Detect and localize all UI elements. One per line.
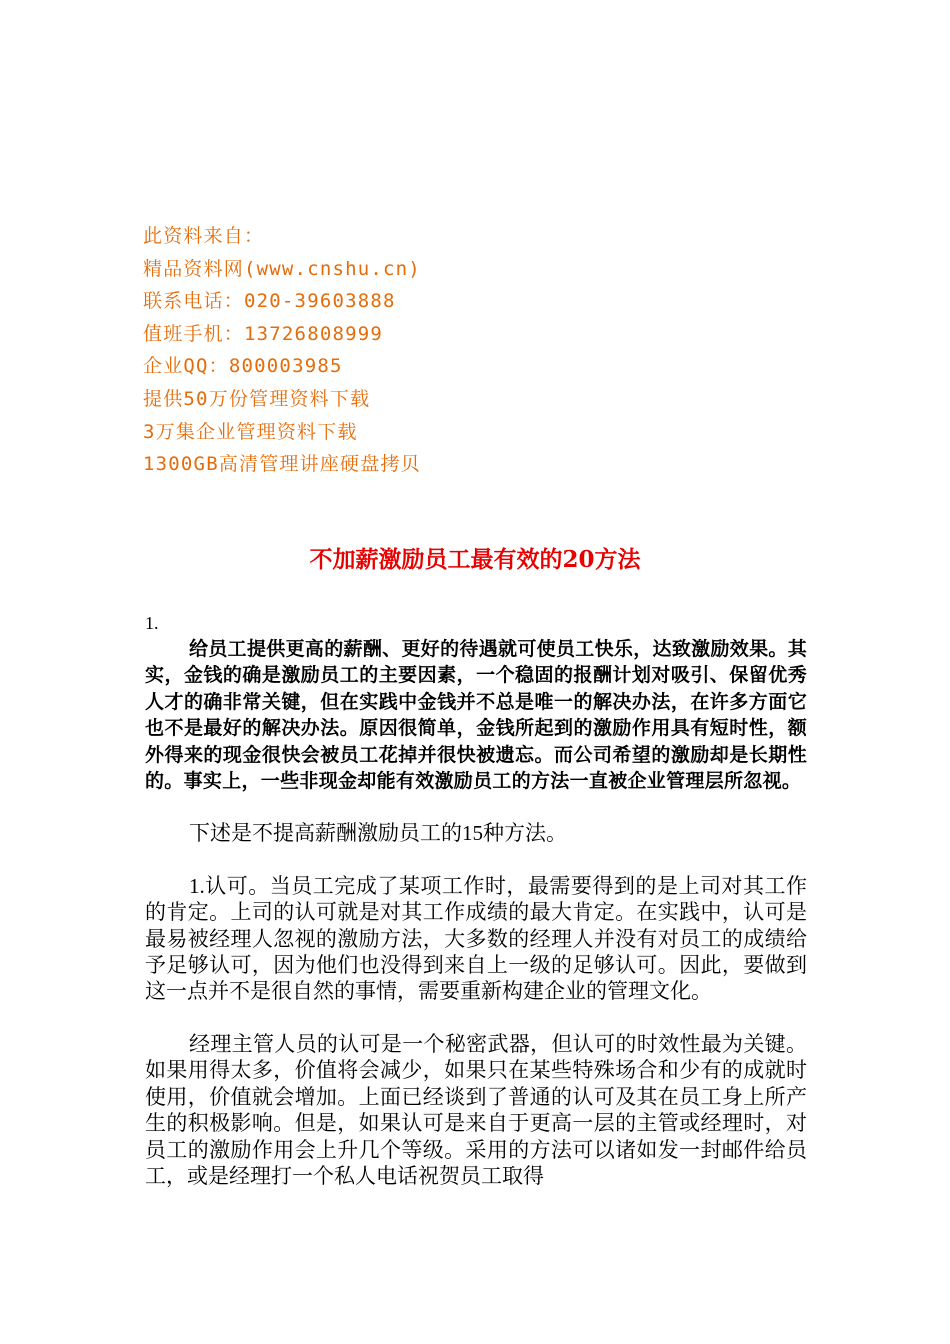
method-recognition-paragraph: 1.认可。当员工完成了某项工作时，最需要得到的是上司对其工作的肯定。上司的认可就是对其工作成绩的最大肯定。在实践中，认可是最易被经理人忽视的激励方法，大多数的经理人并没有对员工的成绩给予足够认可，因为他们也没得到来自上一级的足够认可。因此，要做到这一点并不是很自然的事情，需要重新构建企业的管理文化。 [145,873,807,1004]
methods-intro-paragraph: 下述是不提高薪酬激励员工的15种方法。 [189,821,567,846]
source-info-line: 此资料来自： [143,225,265,247]
recognition-detail-paragraph: 经理主管人员的认可是一个秘密武器，但认可的时效性最为关键。如果用得太多，价值将会减少，如果只在某些特殊场合和少有的成就时使用，价值就会增加。上面已经谈到了普通的认可及其在员工身上所产生的积极影响。但是，如果认可是来自于更高一层的主管或经理时，对员工的激励作用会上升几个等级。采用的方法可以诸如发一封邮件给员工，或是经理打一个私人电话祝贺员工取得 [145,1031,807,1188]
document-body [145,610,807,1189]
source-info-line: 提供50万份管理资料下载 [143,387,371,410]
document-title: 不加薪激励员工最有效的20方法 [309,546,641,573]
source-info-block [143,220,603,481]
source-info-line: 企业QQ：800003985 [143,355,343,378]
source-info-line: 3万集企业管理资料下载 [143,420,358,443]
source-info-line: 精品资料网(www.cnshu.cn) [143,257,421,280]
source-info-line: 值班手机：13726808999 [143,322,384,345]
intro-paragraph: 给员工提供更高的薪酬、更好的待遇就可使员工快乐，达致激励效果。其实，金钱的确是激励员工的主要因素，一个稳固的报酬计划对吸引、保留优秀人才的确非常关键，但在实践中金钱并不总是唯一的解决办法，在许多方面它也不是最好的解决办法。原因很简单，金钱所起到的激励作用具有短时性，额外得来的现金很快会被员工花掉并很快被遗忘。而公司希望的激励却是长期性的。事实上，一些非现金却能有效激励员工的方法一直被企业管理层所忽视。 [145,638,807,793]
source-info-line: 1300GB高清管理讲座硬盘拷贝 [143,453,421,476]
source-info-line: 联系电话：020-39603888 [143,290,396,313]
item-number: 1. [145,613,159,633]
